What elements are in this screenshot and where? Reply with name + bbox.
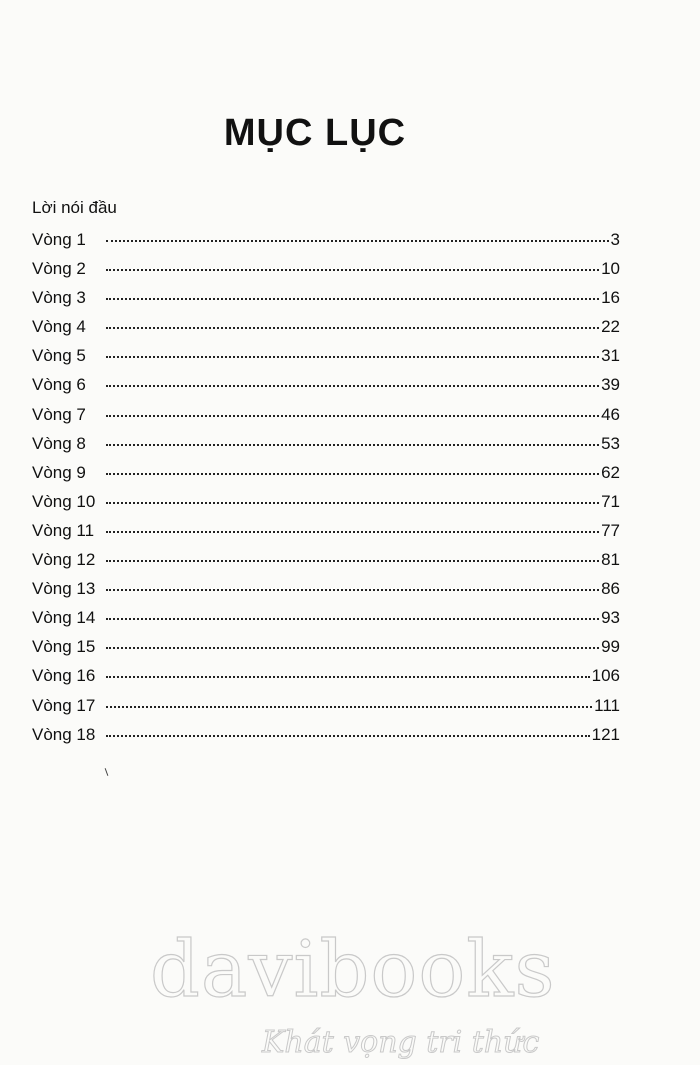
toc-entry-label: Vòng 17 — [32, 695, 96, 715]
toc-entry-page-number: 39 — [601, 375, 620, 395]
toc-entry-page-number: 121 — [591, 724, 620, 744]
dot-leader — [106, 531, 599, 533]
toc-entry — [32, 312, 620, 341]
toc-entry-label: Vòng 3 — [32, 288, 86, 308]
page-title: MỤC LỤC — [223, 112, 407, 154]
dot-leader — [106, 502, 599, 504]
toc-entry — [32, 574, 620, 603]
toc-entry — [32, 283, 620, 312]
dot-leader — [106, 618, 599, 620]
dot-leader — [106, 676, 590, 678]
dot-leader — [106, 735, 590, 737]
dot-leader — [106, 444, 599, 446]
toc-entry — [32, 632, 620, 661]
toc-entry — [32, 341, 620, 370]
toc-entry — [32, 720, 620, 749]
toc-entry — [32, 487, 620, 516]
toc-entry-page-number: 62 — [601, 462, 620, 482]
toc-entry-page-number: 31 — [601, 346, 620, 366]
dot-leader — [106, 473, 599, 475]
toc-entry-label: Vòng 18 — [32, 724, 96, 744]
toc-entry-page-number: 81 — [601, 550, 620, 570]
toc-entry — [32, 370, 620, 399]
toc-entry-page-number: 111 — [594, 695, 620, 715]
toc-entry — [32, 691, 620, 720]
toc-entry — [32, 254, 620, 283]
preface-entry: Lời nói đầu — [32, 198, 117, 217]
toc-entry-label: Vòng 15 — [32, 637, 96, 657]
dot-leader — [106, 385, 599, 387]
toc-entry-page-number: 3 — [610, 230, 620, 249]
toc-entry-page-number: 93 — [601, 608, 620, 628]
toc-entry — [32, 458, 620, 487]
toc-entry-page-number: 16 — [601, 288, 620, 308]
toc-entry — [32, 400, 620, 429]
toc-entry — [32, 516, 620, 545]
toc-entry-label: Vòng 5 — [32, 346, 86, 366]
toc-entry-label: Vòng 13 — [32, 579, 96, 599]
toc-entry-label: Vòng 6 — [32, 375, 86, 395]
dot-leader — [106, 269, 599, 271]
toc-entry-label: Vòng 8 — [32, 433, 86, 453]
table-of-contents — [32, 225, 620, 749]
toc-entry — [32, 661, 620, 690]
toc-entry-label: Vòng 1 — [32, 230, 86, 249]
toc-entry-page-number: 86 — [601, 579, 620, 599]
toc-entry-page-number: 106 — [591, 666, 620, 686]
dot-leader — [106, 560, 599, 562]
dot-leader — [106, 706, 592, 708]
dot-leader — [106, 589, 599, 591]
watermark-brand: davibooks — [150, 925, 556, 1015]
toc-entry-label: Vòng 4 — [32, 317, 86, 337]
dot-leader — [106, 647, 599, 649]
toc-entry-page-number: 22 — [601, 317, 620, 337]
toc-entry-label: Vòng 2 — [32, 259, 86, 279]
toc-entry-page-number: 10 — [601, 259, 620, 279]
toc-entry-page-number: 46 — [601, 404, 620, 424]
toc-entry-label: Vòng 12 — [32, 550, 96, 570]
toc-entry-label: Vòng 14 — [32, 608, 96, 628]
dot-leader — [106, 356, 599, 358]
toc-entry — [32, 225, 620, 254]
dot-leader — [106, 327, 599, 329]
toc-entry-label: Vòng 10 — [32, 491, 96, 511]
toc-entry-page-number: 99 — [601, 637, 620, 657]
dot-leader — [106, 298, 599, 300]
toc-entry-page-number: 53 — [601, 433, 620, 453]
toc-entry-label: Vòng 11 — [32, 520, 95, 540]
toc-entry-label: Vòng 9 — [32, 462, 86, 482]
toc-entry — [32, 545, 620, 574]
dot-leader — [106, 415, 599, 417]
toc-entry-label: Vòng 16 — [32, 666, 96, 686]
toc-entry — [32, 603, 620, 632]
dot-leader — [106, 240, 609, 242]
toc-entry-label: Vòng 7 — [32, 404, 86, 424]
watermark-tagline: Khát vọng tri thức — [262, 1025, 540, 1060]
toc-entry — [32, 429, 620, 458]
stray-pen-mark — [105, 768, 109, 776]
toc-entry-page-number: 71 — [601, 491, 620, 511]
toc-entry-page-number: 77 — [601, 520, 620, 540]
